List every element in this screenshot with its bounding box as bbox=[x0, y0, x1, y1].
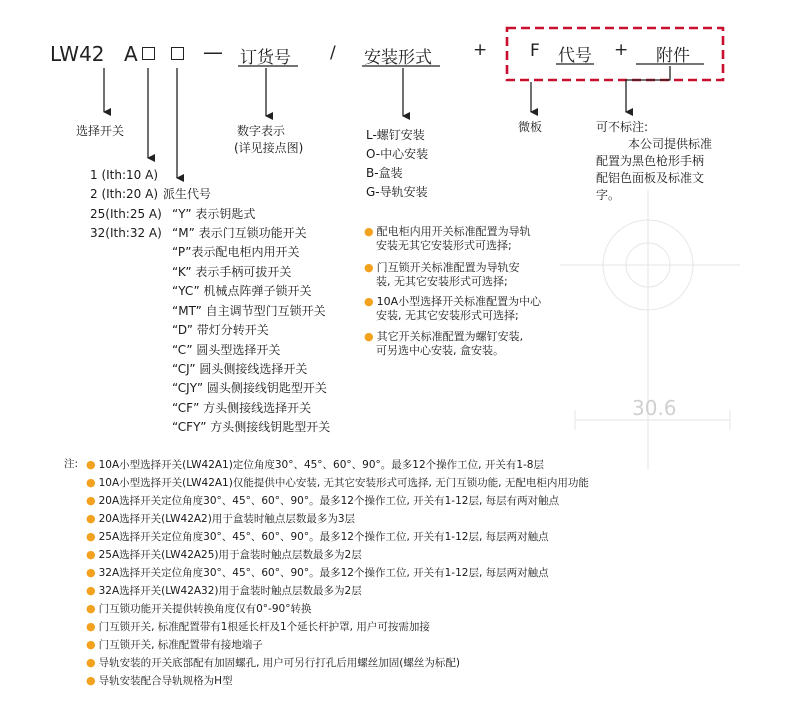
bullet-icon: ● bbox=[86, 494, 96, 507]
install-type-box: B-盒装 bbox=[366, 166, 403, 180]
background-drawing bbox=[560, 190, 740, 470]
bullet-icon: ● bbox=[364, 261, 374, 274]
f-letter: F bbox=[530, 41, 540, 61]
note-item: ● 10A小型选择开关(LW42A1)定位角度30°、45°、60°、90°。最多12个操作工位, 开关有1-8层 bbox=[86, 458, 544, 471]
note-item: ● 门互锁功能开关提供转换角度仅有0°-90°转换 bbox=[86, 602, 312, 615]
note-item: ● 门互锁开关, 标准配置带有1根延长杆及1个延长杆护罩, 用户可按需加接 bbox=[86, 620, 430, 633]
panel-label: 微板 bbox=[518, 120, 543, 134]
optional-label: 可不标注: bbox=[596, 120, 649, 134]
install-type-center: O-中心安装 bbox=[366, 147, 429, 161]
derived-item: “K” 表示手柄可拔开关 bbox=[172, 265, 292, 279]
derived-item: “C” 圆头型选择开关 bbox=[172, 343, 281, 357]
bullet-icon: ● bbox=[86, 602, 96, 615]
model-letter: A bbox=[124, 42, 138, 66]
derived-item: “M” 表示门互锁功能开关 bbox=[172, 226, 307, 240]
notes-list bbox=[86, 456, 589, 690]
note-item: ● 门互锁开关, 标准配置带有接地端子 bbox=[86, 638, 263, 651]
install-type-rail: G-导轨安装 bbox=[366, 185, 428, 199]
bullet-icon: ● bbox=[86, 530, 96, 543]
install-form-label: 安装形式 bbox=[364, 48, 432, 68]
current-rating-1: 1 (Ith:10 A) bbox=[90, 168, 158, 182]
derived-item: “CJ” 圆头侧接线选择开关 bbox=[172, 362, 308, 376]
derived-item: “YC” 机械点阵弹子锁开关 bbox=[172, 284, 312, 298]
derived-item: “CJY” 圆头侧接线钥匙型开关 bbox=[172, 381, 327, 395]
arrow-attach bbox=[626, 66, 670, 112]
separator-slash: / bbox=[330, 43, 336, 63]
note-item: ● 10A小型选择开关(LW42A1)仅能提供中心安装, 无其它安装形式可选择, 无门互锁功能, 无配电柜内用功能 bbox=[86, 476, 589, 489]
order-number-label: 订货号 bbox=[240, 48, 291, 68]
install-type-screw: L-螺钉安装 bbox=[366, 128, 425, 142]
derived-item: “CFY” 方头侧接线钥匙型开关 bbox=[172, 420, 331, 434]
placeholder-box-current bbox=[142, 47, 155, 60]
model-dash: — bbox=[203, 40, 223, 64]
bullet-icon: ● bbox=[86, 584, 96, 597]
bullet-icon: ● bbox=[86, 458, 96, 471]
bullet-icon: ● bbox=[364, 225, 374, 238]
bullet-icon: ● bbox=[364, 330, 374, 343]
note-item: ● 32A选择开关定位角度30°、45°、60°、90°。最多12个操作工位, 开关有1-12层, 每层两对触点 bbox=[86, 566, 549, 579]
bullet-icon: ● bbox=[86, 548, 96, 561]
install-note-1: ● 配电柜内用开关标准配置为导轨 安装无其它安装形式可选择; bbox=[364, 225, 531, 252]
note-item: ● 导轨安装的开关底部配有加固螺孔, 用户可另行打孔后用螺丝加固(螺丝为标配) bbox=[86, 656, 460, 669]
current-rating-3: 25(Ith:25 A) bbox=[90, 207, 162, 221]
install-note-4: ● 其它开关标准配置为螺钉安装, 可另选中心安装, 盒安装。 bbox=[364, 330, 524, 357]
optional-desc-3: 配铝色面板及标准文 bbox=[596, 171, 705, 185]
note-item: ● 32A选择开关(LW42A32)用于盒装时触点层数最多为2层 bbox=[86, 584, 362, 597]
derived-item: “CF” 方头侧接线选择开关 bbox=[172, 401, 312, 415]
derived-item: “D” 带灯分转开关 bbox=[172, 323, 269, 337]
bullet-icon: ● bbox=[86, 620, 96, 633]
plus-sign-2: + bbox=[614, 40, 629, 60]
install-note-3: ● 10A小型选择开关标准配置为中心 安装, 无其它安装形式可选择; bbox=[364, 295, 542, 322]
bullet-icon: ● bbox=[86, 638, 96, 651]
placeholder-box-derived bbox=[171, 47, 184, 60]
digits-label: 数字表示 bbox=[237, 124, 286, 138]
attachment-label: 附件 bbox=[656, 46, 690, 66]
derived-item: “Y” 表示钥匙式 bbox=[172, 207, 256, 221]
notes-label: 注: bbox=[64, 458, 79, 470]
model-prefix: LW42 bbox=[50, 42, 105, 66]
note-item: ● 20A选择开关(LW42A2)用于盒装时触点层数最多为3层 bbox=[86, 512, 356, 525]
optional-desc-4: 字。 bbox=[596, 188, 621, 202]
note-item: ● 20A选择开关定位角度30°、45°、60°、90°。最多12个操作工位, 开关有1-12层, 每层有两对触点 bbox=[86, 494, 560, 507]
current-rating-2: 2 (Ith:20 A) bbox=[90, 187, 158, 201]
switch-label: 选择开关 bbox=[76, 124, 125, 138]
derived-code-title: 派生代号 bbox=[163, 187, 212, 201]
digits-note: (详见接点图) bbox=[234, 141, 304, 155]
derived-item: “MT” 自主调节型门互锁开关 bbox=[172, 304, 326, 318]
code-label: 代号 bbox=[558, 46, 592, 66]
plus-sign-1: + bbox=[473, 40, 488, 60]
note-item: ● 25A选择开关定位角度30°、45°、60°、90°。最多12个操作工位, 开关有1-12层, 每层两对触点 bbox=[86, 530, 549, 543]
current-rating-4: 32(Ith:32 A) bbox=[90, 226, 162, 240]
bullet-icon: ● bbox=[86, 674, 96, 687]
bullet-icon: ● bbox=[364, 295, 374, 308]
optional-desc-1: 本公司提供标准 bbox=[628, 137, 713, 151]
bullet-icon: ● bbox=[86, 512, 96, 525]
optional-desc-2: 配置为黑色枪形手柄 bbox=[596, 154, 705, 168]
watermark-dimension: 30.6 bbox=[632, 396, 677, 420]
bullet-icon: ● bbox=[86, 656, 96, 669]
derived-item: “P”表示配电柜内用开关 bbox=[172, 245, 300, 259]
bullet-icon: ● bbox=[86, 566, 96, 579]
bullet-icon: ● bbox=[86, 476, 96, 489]
note-item: ● 25A选择开关(LW42A25)用于盒装时触点层数最多为2层 bbox=[86, 548, 362, 561]
note-item: ● 导轨安装配合导轨规格为H型 bbox=[86, 674, 233, 687]
install-note-2: ● 门互锁开关标准配置为导轨安 装, 无其它安装形式可选择; bbox=[364, 261, 520, 288]
